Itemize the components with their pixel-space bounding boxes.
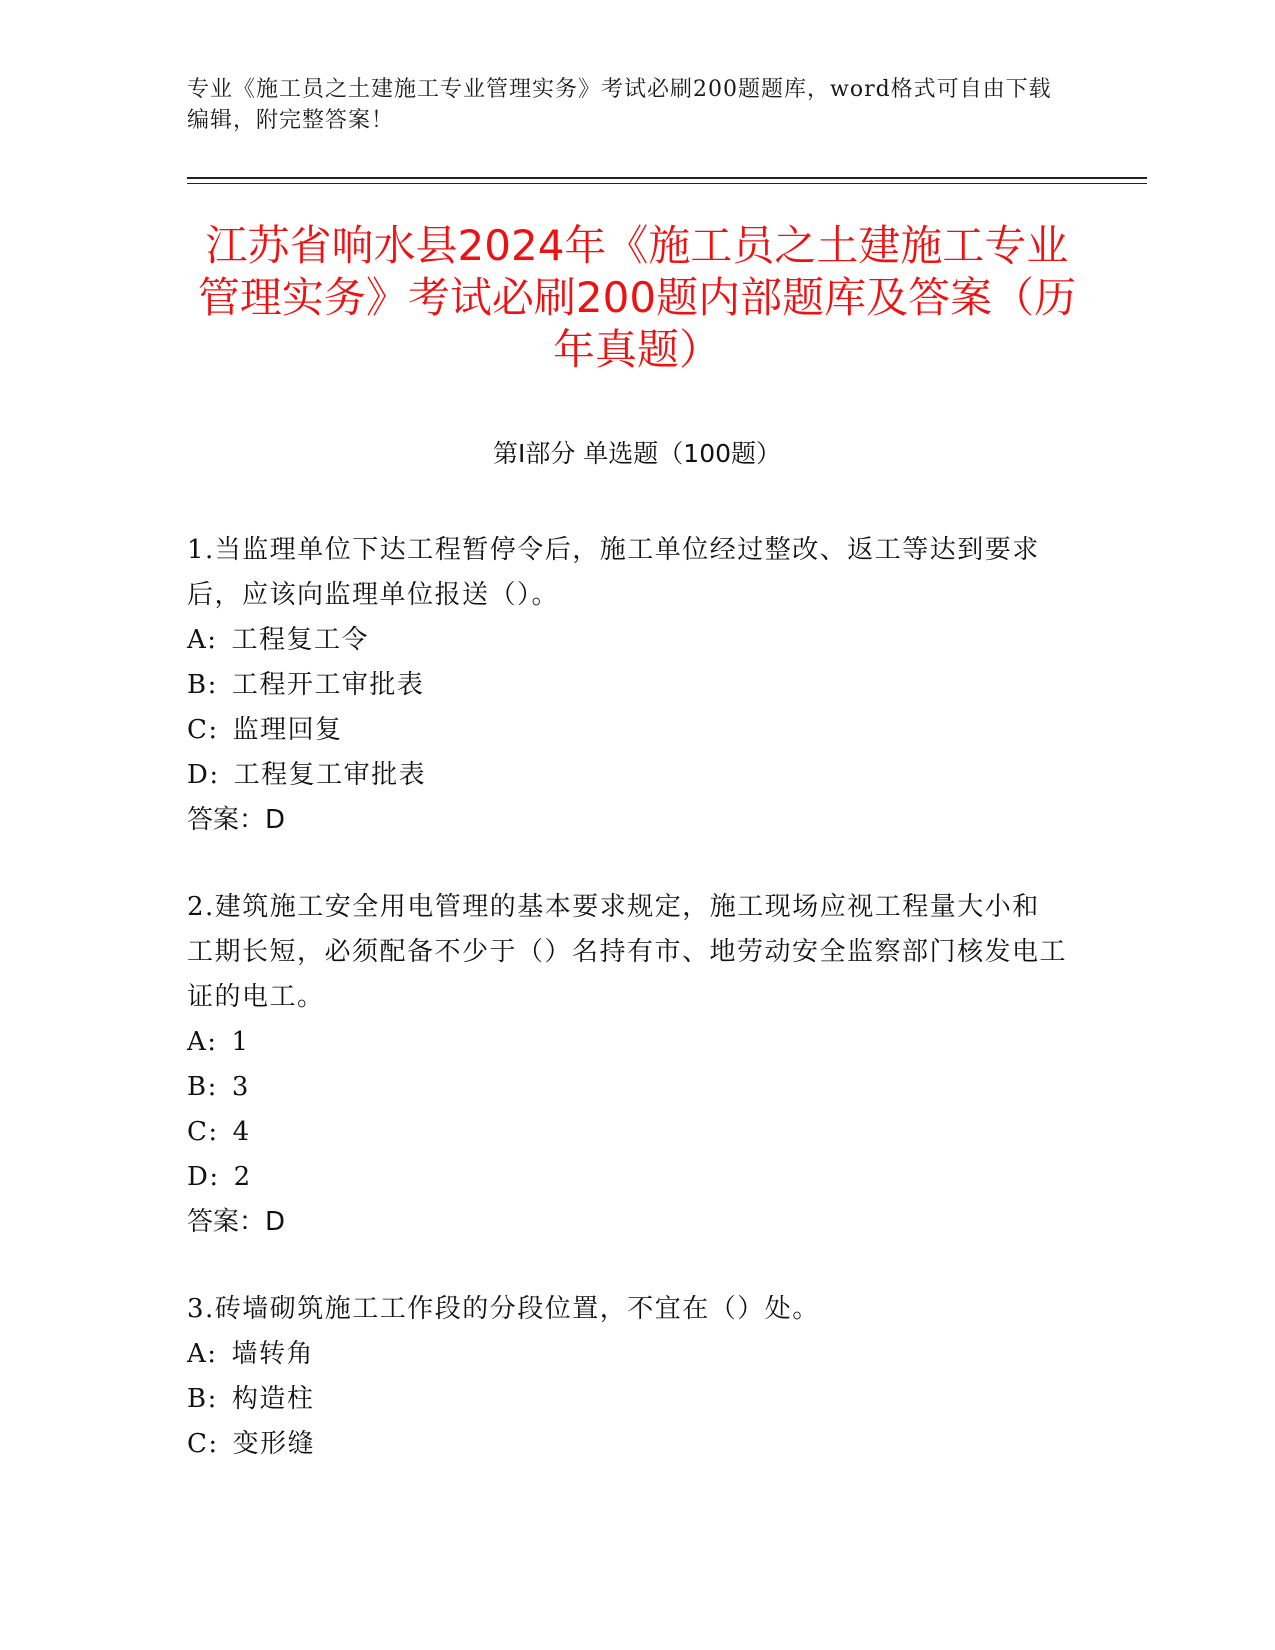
option-c bbox=[187, 1110, 1067, 1155]
option-b bbox=[187, 1377, 1067, 1422]
answer-line: 答案：D bbox=[187, 1207, 286, 1237]
option-letter: D: bbox=[187, 1162, 220, 1192]
question-2 bbox=[187, 885, 1067, 1245]
option-letter: B: bbox=[187, 1384, 218, 1414]
option-text: 墙转角 bbox=[231, 1339, 315, 1369]
section-heading: 第Ⅰ部分 单选题（100题） bbox=[492, 439, 782, 468]
option-text: 工程开工审批表 bbox=[231, 670, 425, 700]
option-c bbox=[187, 708, 1067, 753]
option-text: 4 bbox=[232, 1117, 251, 1147]
option-letter: B: bbox=[187, 670, 218, 700]
option-letter: A: bbox=[187, 1339, 218, 1369]
option-text: 1 bbox=[231, 1027, 250, 1057]
header-note: 专业《施工员之土建施工专业管理实务》考试必刷200题题库，word格式可自由下载编辑，附完整答案！ bbox=[187, 77, 1052, 133]
option-text: 监理回复 bbox=[232, 715, 343, 745]
document-title: 江苏省响水县2024年《施工员之土建施工专业管理实务》考试必刷200题内部题库及答案（历年真题） bbox=[197, 221, 1077, 374]
question-3 bbox=[187, 1287, 1067, 1467]
option-text: 3 bbox=[231, 1072, 250, 1102]
question-stem: 1.当监理单位下达工程暂停令后，施工单位经过整改、返工等达到要求后，应该向监理单位报送（）。 bbox=[187, 535, 1040, 610]
option-text: 变形缝 bbox=[232, 1429, 316, 1459]
option-d bbox=[187, 1155, 1067, 1200]
option-letter: C: bbox=[187, 1429, 219, 1459]
option-text: 2 bbox=[233, 1162, 252, 1192]
option-letter: A: bbox=[187, 1027, 218, 1057]
header-divider-thin bbox=[187, 183, 1147, 184]
option-c bbox=[187, 1422, 1067, 1467]
option-text: 工程复工审批表 bbox=[233, 760, 427, 790]
option-d bbox=[187, 753, 1067, 798]
option-a bbox=[187, 618, 1067, 663]
option-a bbox=[187, 1020, 1067, 1065]
header-divider-thick bbox=[187, 177, 1147, 179]
option-letter: A: bbox=[187, 625, 218, 655]
option-text: 工程复工令 bbox=[231, 625, 370, 655]
question-1 bbox=[187, 528, 1067, 843]
option-letter: B: bbox=[187, 1072, 218, 1102]
question-stem: 3.砖墙砌筑施工工作段的分段位置，不宜在（）处。 bbox=[187, 1294, 820, 1324]
option-letter: D: bbox=[187, 760, 220, 790]
option-b bbox=[187, 663, 1067, 708]
option-b bbox=[187, 1065, 1067, 1110]
option-a bbox=[187, 1332, 1067, 1377]
option-text: 构造柱 bbox=[231, 1384, 315, 1414]
option-letter: C: bbox=[187, 1117, 219, 1147]
question-list bbox=[187, 528, 1067, 1509]
question-stem: 2.建筑施工安全用电管理的基本要求规定，施工现场应视工程量大小和工期长短，必须配备不少于（）名持有市、地劳动安全监察部门核发电工证的电工。 bbox=[187, 892, 1068, 1012]
answer-line: 答案：D bbox=[187, 805, 286, 835]
option-letter: C: bbox=[187, 715, 219, 745]
